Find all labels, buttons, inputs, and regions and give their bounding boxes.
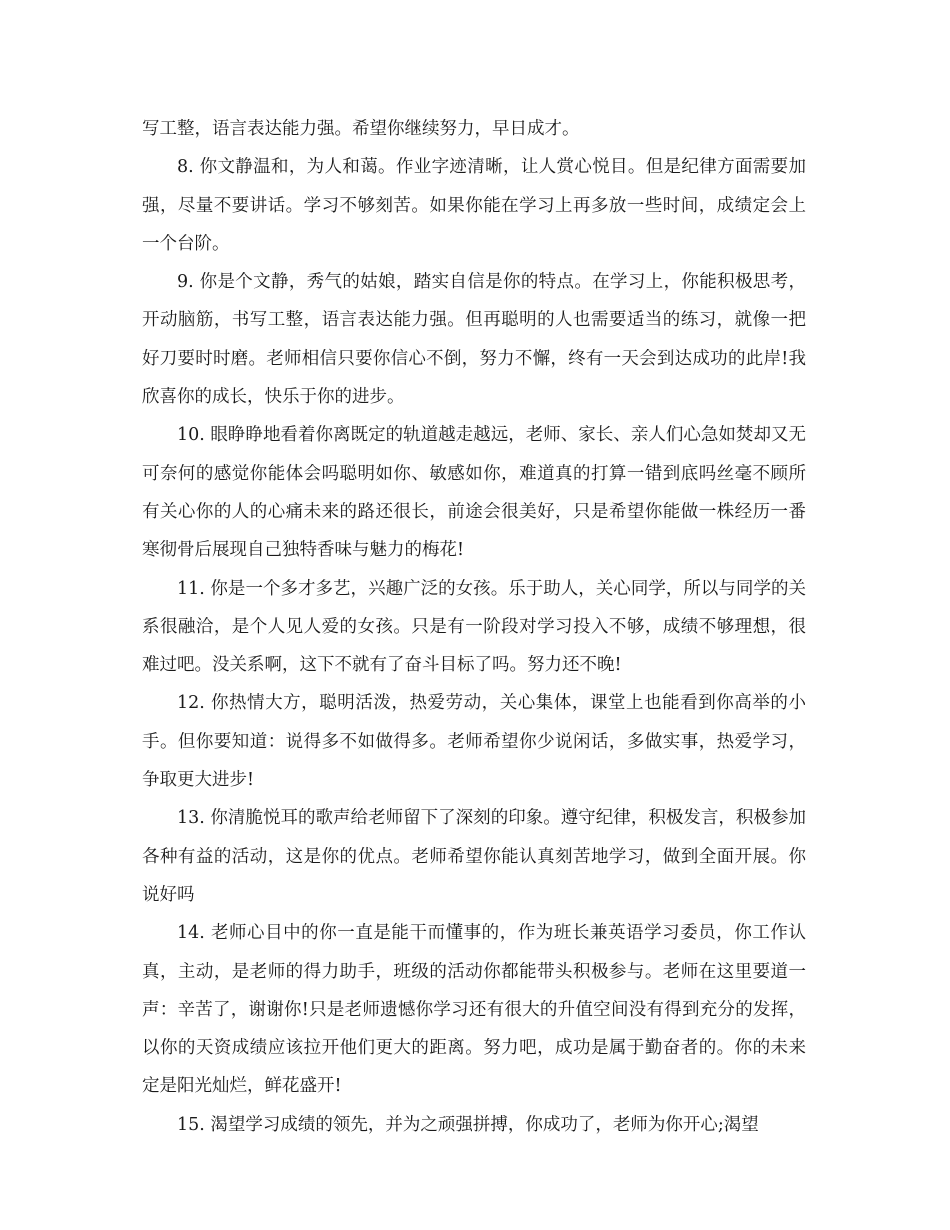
paragraph-15: 15. 渴望学习成绩的领先，并为之顽强拼搏，你成功了，老师为你开心;渴望 (177, 1114, 759, 1135)
paragraph-12: 12. 你热情大方，聪明活泼，热爱劳动，关心集体，课堂上也能看到你高举的小手。但你要知道：说得多不如做得多。老师希望你少说闲话，多做实事，热爱学习，争取更大进步! (142, 693, 806, 791)
paragraph-13: 13. 你清脆悦耳的歌声给老师留下了深刻的印象。遵守纪律，积极发言，积极参加各种有益的活动，这是你的优点。老师希望你能认真刻苦地学习，做到全面开展。你说好吗 (142, 808, 806, 905)
paragraph-14: 14. 老师心目中的你一直是能干而懂事的，作为班长兼英语学习委员，你工作认真，主动，是老师的得力助手，班级的活动你都能带头积极参与。老师在这里要道一声：辛苦了，谢谢你!只是老师遗憾你学习还有很大的升值空间没有得到充分的发挥，以你的天资成绩应该拉开他们更大的距离。努力吧，成功是属于勤奋者的。你的未来定是阳光灿烂，鲜花盛开! (142, 923, 806, 1097)
paragraph-10: 10. 眼睁睁地看着你离既定的轨道越走越远，老师、家长、亲人们心急如焚却又无可奈何的感觉你能体会吗聪明如你、敏感如你，难道真的打算一错到底吗丝毫不顾所有关心你的人的心痛未来的路还很长，前途会很美好，只是希望你能做一株经历一番寒彻骨后展现自己独特香味与魅力的梅花! (142, 425, 806, 561)
paragraph-continued: 写工整，语言表达能力强。希望你继续努力，早日成才。 (142, 119, 580, 139)
document-body (142, 110, 806, 1144)
paragraph-8: 8. 你文静温和，为人和蔼。作业字迹清晰，让人赏心悦目。但是纪律方面需要加强，尽量不要讲话。学习不够刻苦。如果你能在学习上再多放一些时间，成绩定会上一个台阶。 (142, 157, 806, 254)
paragraph-11: 11. 你是一个多才多艺，兴趣广泛的女孩。乐于助人，关心同学，所以与同学的关系很融洽，是个人见人爱的女孩。只是有一阶段对学习投入不够，成绩不够理想，很难过吧。没关系啊，这下不就有了奋斗目标了吗。努力还不晚! (142, 578, 806, 676)
paragraph-9: 9. 你是个文静，秀气的姑娘，踏实自信是你的特点。在学习上，你能积极思考，开动脑筋，书写工整，语言表达能力强。但再聪明的人也需要适当的练习，就像一把好刀要时时磨。老师相信只要你信心不倒，努力不懈，终有一天会到达成功的此岸!我欣喜你的成长，快乐于你的进步。 (142, 272, 806, 408)
